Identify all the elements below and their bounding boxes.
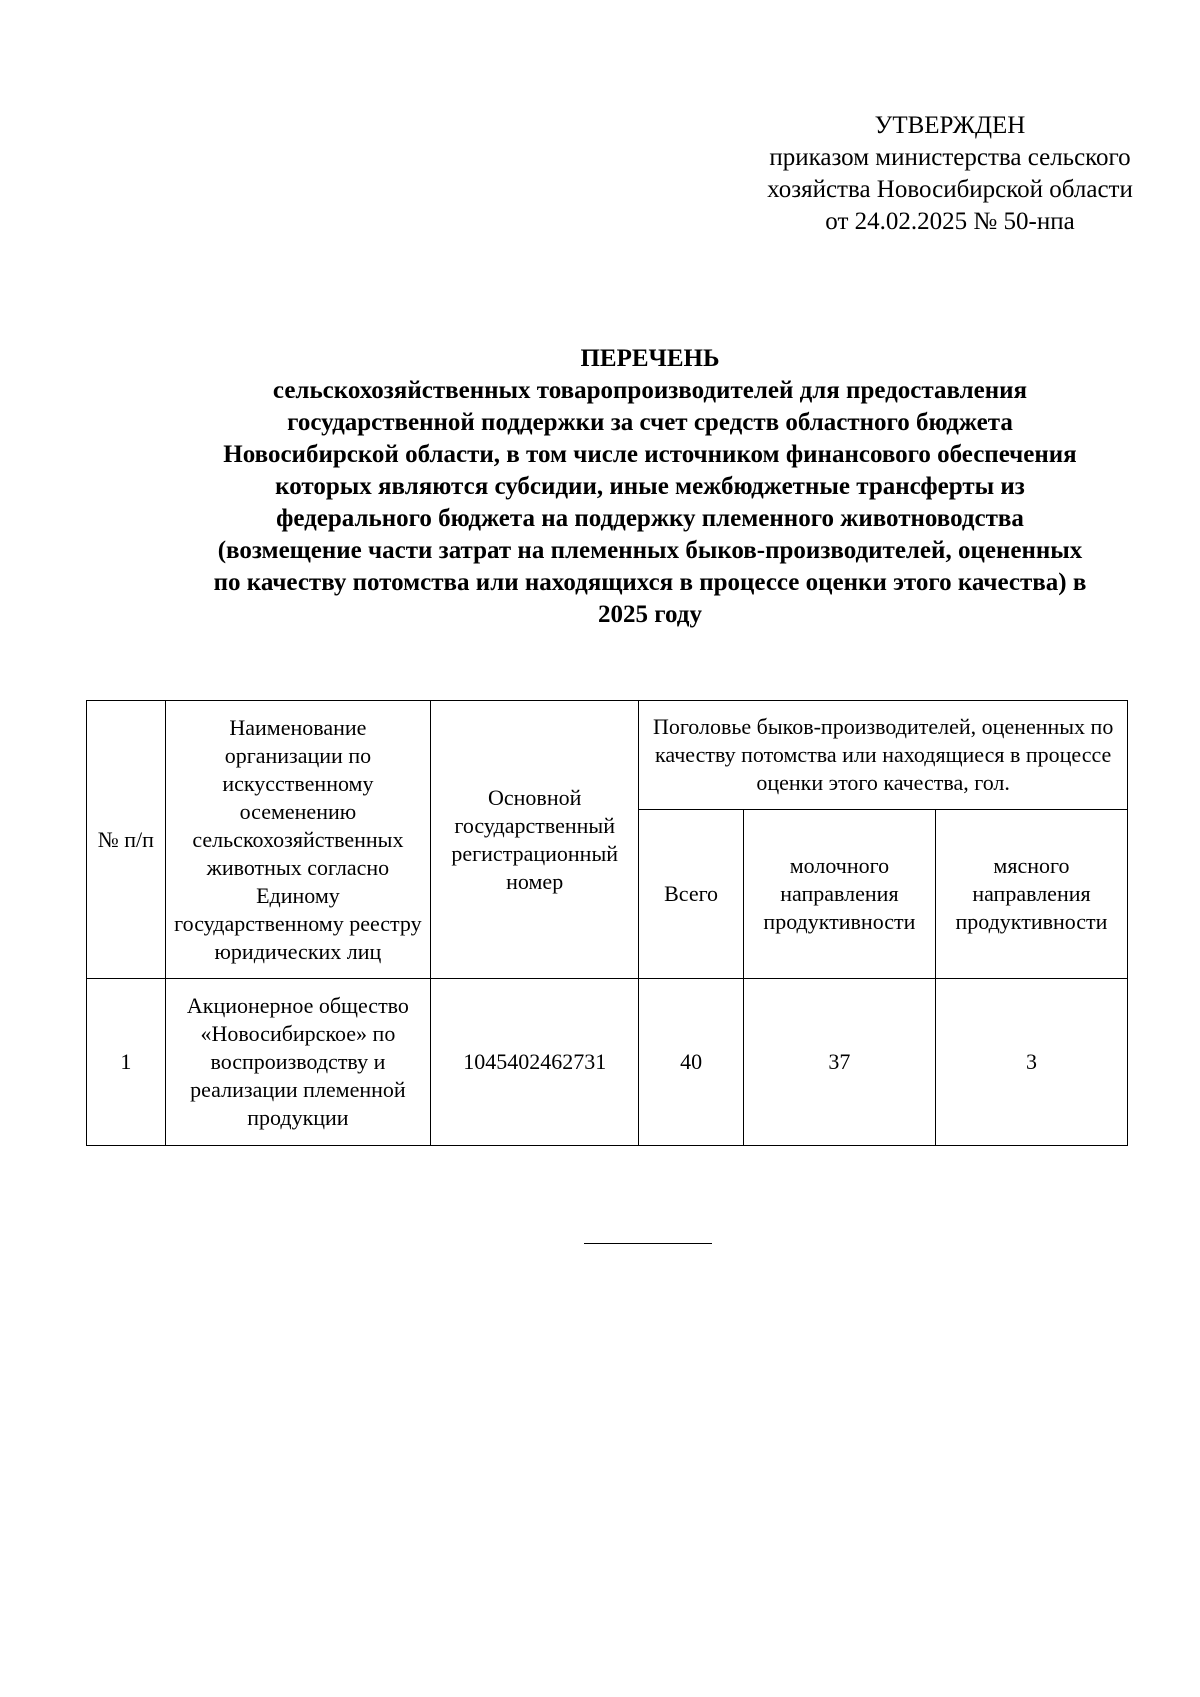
title-line: которых являются субсидии, иные межбюджетные трансферты из bbox=[275, 473, 1025, 500]
title-line: сельскохозяйственных товаропроизводителей для предоставления bbox=[272, 377, 1028, 404]
title-line: федерального бюджета на поддержку племенного животноводства bbox=[276, 505, 1024, 532]
header-meat: мясного направления продуктивности bbox=[935, 810, 1127, 979]
cell-dairy: 37 bbox=[743, 979, 935, 1146]
cell-total: 40 bbox=[639, 979, 744, 1146]
title-heading: ПЕРЕЧЕНЬ bbox=[580, 345, 720, 372]
cell-meat: 3 bbox=[935, 979, 1127, 1146]
approval-status: УТВЕРЖДЕН bbox=[874, 112, 1026, 139]
document-title bbox=[100, 343, 1200, 631]
producers-table bbox=[86, 700, 1128, 1146]
header-organization: Наименование организации по искусственному осеменению сельскохозяйственных животных согласно Единому государственному реестру юридических лиц bbox=[165, 701, 430, 979]
title-line: Новосибирской области, в том числе источником финансового обеспечения bbox=[223, 441, 1077, 468]
title-line: (возмещение части затрат на племенных быков-производителей, оцененных bbox=[217, 537, 1083, 564]
table-row bbox=[87, 979, 1128, 1146]
end-separator-line bbox=[584, 1243, 712, 1244]
approval-line-date: от 24.02.2025 № 50-нпа bbox=[825, 208, 1075, 235]
header-total: Всего bbox=[639, 810, 744, 979]
header-dairy: молочного направления продуктивности bbox=[743, 810, 935, 979]
table-header-row bbox=[87, 701, 1128, 810]
cell-organization: Акционерное общество «Новосибирское» по воспроизводству и реализации племенной продукции bbox=[165, 979, 430, 1146]
approval-line-ministry: хозяйства Новосибирской области bbox=[767, 176, 1133, 203]
title-line: 2025 году bbox=[598, 601, 702, 628]
header-livestock-group: Поголовье быков-производителей, оцененных по качеству потомства или находящиеся в процессе оценки этого качества, гол. bbox=[639, 701, 1128, 810]
approval-block bbox=[700, 110, 1200, 238]
header-ogrn: Основной государственный регистрационный номер bbox=[431, 701, 639, 979]
title-line: государственной поддержки за счет средств областного бюджета bbox=[287, 409, 1013, 436]
cell-num: 1 bbox=[87, 979, 166, 1146]
title-line: по качеству потомства или находящихся в процессе оценки этого качества) в bbox=[213, 569, 1087, 596]
approval-line-order: приказом министерства сельского bbox=[769, 144, 1131, 171]
cell-ogrn: 1045402462731 bbox=[431, 979, 639, 1146]
header-num: № п/п bbox=[87, 701, 166, 979]
